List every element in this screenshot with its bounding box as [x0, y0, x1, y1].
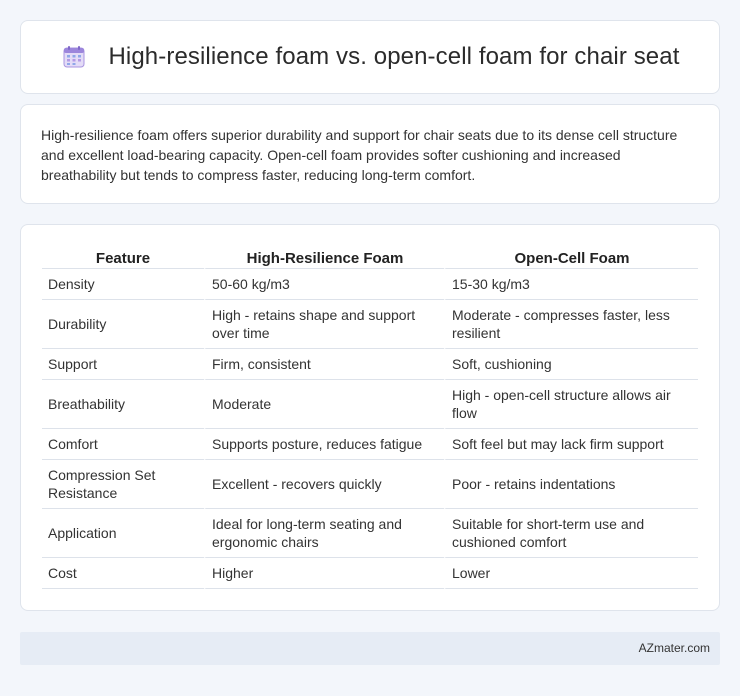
- column-header-high-resilience: High-Resilience Foam: [204, 246, 444, 269]
- table-row: [42, 269, 698, 300]
- table-row: [42, 558, 698, 589]
- table-row: [42, 349, 698, 380]
- page-title: High-resilience foam vs. open-cell foam for chair seat: [108, 43, 680, 70]
- high-resilience-cell: 50-60 kg/m3: [204, 269, 444, 300]
- feature-cell: Application: [42, 509, 204, 558]
- open-cell-cell: High - open-cell structure allows air flow: [444, 380, 698, 429]
- feature-cell: Compression Set Resistance: [42, 460, 204, 509]
- feature-cell: Comfort: [42, 429, 204, 460]
- high-resilience-cell: Ideal for long-term seating and ergonomic chairs: [204, 509, 444, 558]
- high-resilience-cell: Higher: [204, 558, 444, 589]
- title-card: [20, 20, 720, 94]
- open-cell-cell: Poor - retains indentations: [444, 460, 698, 509]
- open-cell-cell: Soft feel but may lack firm support: [444, 429, 698, 460]
- table-header-row: [42, 246, 698, 269]
- open-cell-cell: Lower: [444, 558, 698, 589]
- high-resilience-cell: Excellent - recovers quickly: [204, 460, 444, 509]
- comparison-table: [42, 246, 698, 589]
- high-resilience-cell: Moderate: [204, 380, 444, 429]
- open-cell-cell: Suitable for short-term use and cushioned comfort: [444, 509, 698, 558]
- feature-cell: Durability: [42, 300, 204, 349]
- high-resilience-cell: Firm, consistent: [204, 349, 444, 380]
- feature-cell: Support: [42, 349, 204, 380]
- table-row: [42, 300, 698, 349]
- table-row: [42, 429, 698, 460]
- table-row: [42, 509, 698, 558]
- calendar-icon: [61, 44, 87, 70]
- intro-paragraph: High-resilience foam offers superior durability and support for chair seats due to its dense cell structure and excellent load-bearing capacity. Open-cell foam provides softer cushioning and increased breathability but tends to compress faster, reducing long-term comfort.: [41, 127, 678, 183]
- high-resilience-cell: Supports posture, reduces fatigue: [204, 429, 444, 460]
- feature-cell: Breathability: [42, 380, 204, 429]
- column-header-feature: Feature: [42, 246, 204, 269]
- feature-cell: Cost: [42, 558, 204, 589]
- open-cell-cell: Soft, cushioning: [444, 349, 698, 380]
- table-row: [42, 460, 698, 509]
- open-cell-cell: Moderate - compresses faster, less resilient: [444, 300, 698, 349]
- feature-cell: Density: [42, 269, 204, 300]
- footer-brand: AZmater.com: [638, 641, 710, 655]
- open-cell-cell: 15-30 kg/m3: [444, 269, 698, 300]
- high-resilience-cell: High - retains shape and support over time: [204, 300, 444, 349]
- intro-card: [20, 104, 720, 204]
- table-row: [42, 380, 698, 429]
- footer-bar: [20, 632, 720, 665]
- comparison-table-card: [20, 224, 720, 611]
- column-header-open-cell: Open-Cell Foam: [444, 246, 698, 269]
